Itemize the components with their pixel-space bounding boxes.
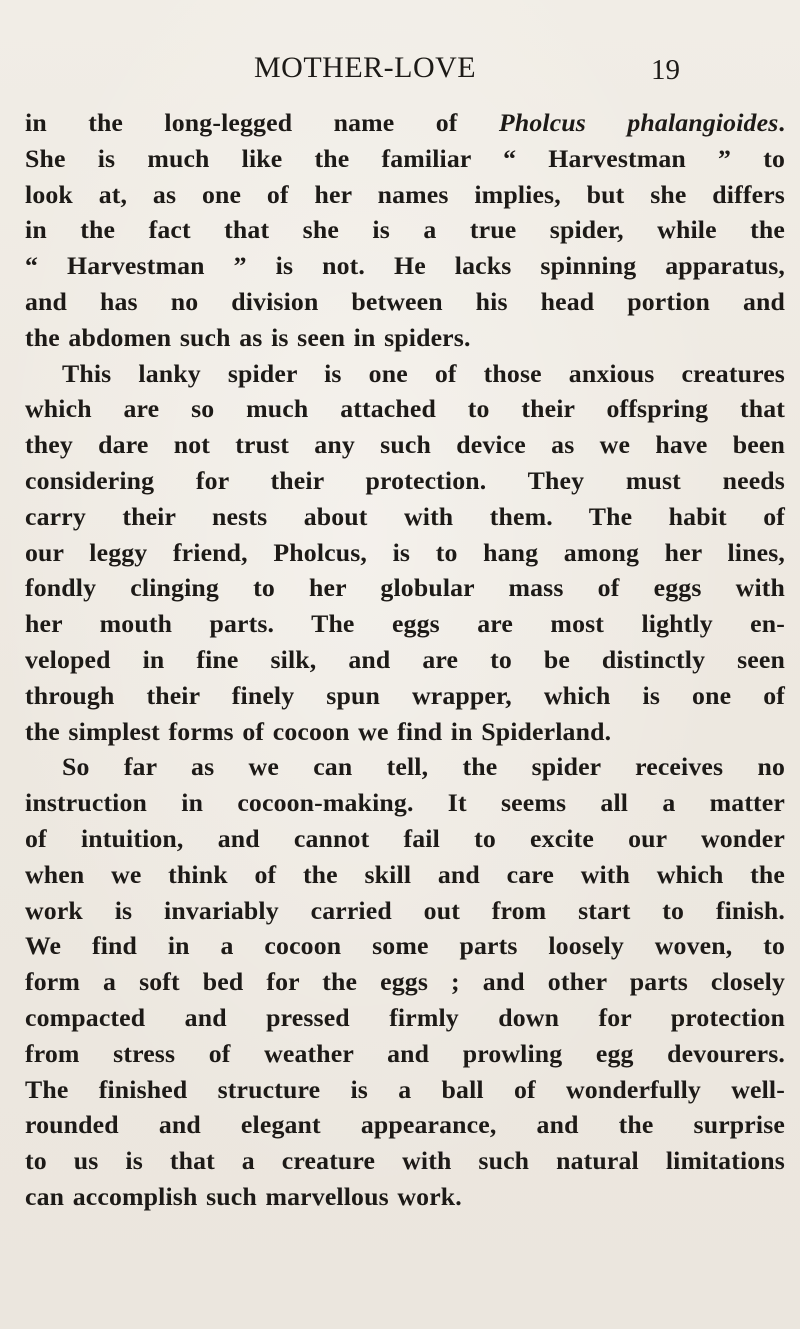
page-header: [0, 50, 800, 90]
text-line: instruction in cocoon-making. It seems all a matter: [25, 788, 785, 818]
text-line: her mouth parts. The eggs are most lightly en-: [25, 609, 785, 639]
text-line: in the fact that she is a true spider, while the: [25, 215, 785, 245]
text-line: the abdomen such as is seen in spiders.: [25, 322, 471, 352]
text-line: and has no division between his head portion and: [25, 286, 785, 316]
text-line: can accomplish such marvellous work.: [25, 1181, 462, 1211]
running-title: MOTHER-LOVE: [254, 51, 477, 84]
text-line: the simplest forms of cocoon we find in Spiderland.: [25, 716, 612, 746]
text-line: She is much like the familiar “ Harvestman ” to: [25, 143, 785, 173]
text-line: So far as we can tell, the spider receives no: [62, 752, 785, 782]
text-line: The finished structure is a ball of wonderfully well-: [25, 1074, 785, 1104]
species-name: Pholcus phalangioides: [498, 108, 779, 137]
text-line: compacted and pressed firmly down for protection: [25, 1002, 785, 1032]
text-line: of intuition, and cannot fail to excite our wonder: [25, 823, 785, 853]
text-line: This lanky spider is one of those anxious creatures: [62, 358, 785, 388]
text-line: We find in a cocoon some parts loosely woven, to: [25, 931, 785, 961]
text-line: look at, as one of her names implies, but she differs: [25, 179, 785, 209]
text-line: through their finely spun wrapper, which is one of: [25, 680, 785, 710]
text-line: veloped in fine silk, and are to be distinctly seen: [25, 644, 785, 674]
text-line: which are so much attached to their offspring that: [25, 394, 785, 424]
text-line: to us is that a creature with such natural limitations: [25, 1146, 785, 1176]
text-line: from stress of weather and prowling egg devourers.: [25, 1038, 785, 1068]
text-line: “ Harvestman ” is not. He lacks spinning apparatus,: [25, 251, 785, 281]
text-line: in the long-legged name of Pholcus phalangioides.: [25, 108, 785, 137]
text-line: our leggy friend, Pholcus, is to hang among her lines,: [25, 537, 785, 567]
page-number: 19: [651, 54, 680, 86]
text-line: form a soft bed for the eggs ; and other parts closely: [25, 967, 785, 997]
text-line: when we think of the skill and care with which the: [25, 859, 785, 889]
text-line: considering for their protection. They must needs: [25, 465, 785, 495]
body-text: [25, 105, 785, 1215]
text-line: they dare not trust any such device as we have been: [25, 430, 785, 460]
text-line: rounded and elegant appearance, and the surprise: [25, 1110, 785, 1140]
text-line: carry their nests about with them. The habit of: [25, 501, 785, 531]
text-line: fondly clinging to her globular mass of eggs with: [25, 573, 785, 603]
text-line: work is invariably carried out from start to finish.: [25, 895, 785, 925]
